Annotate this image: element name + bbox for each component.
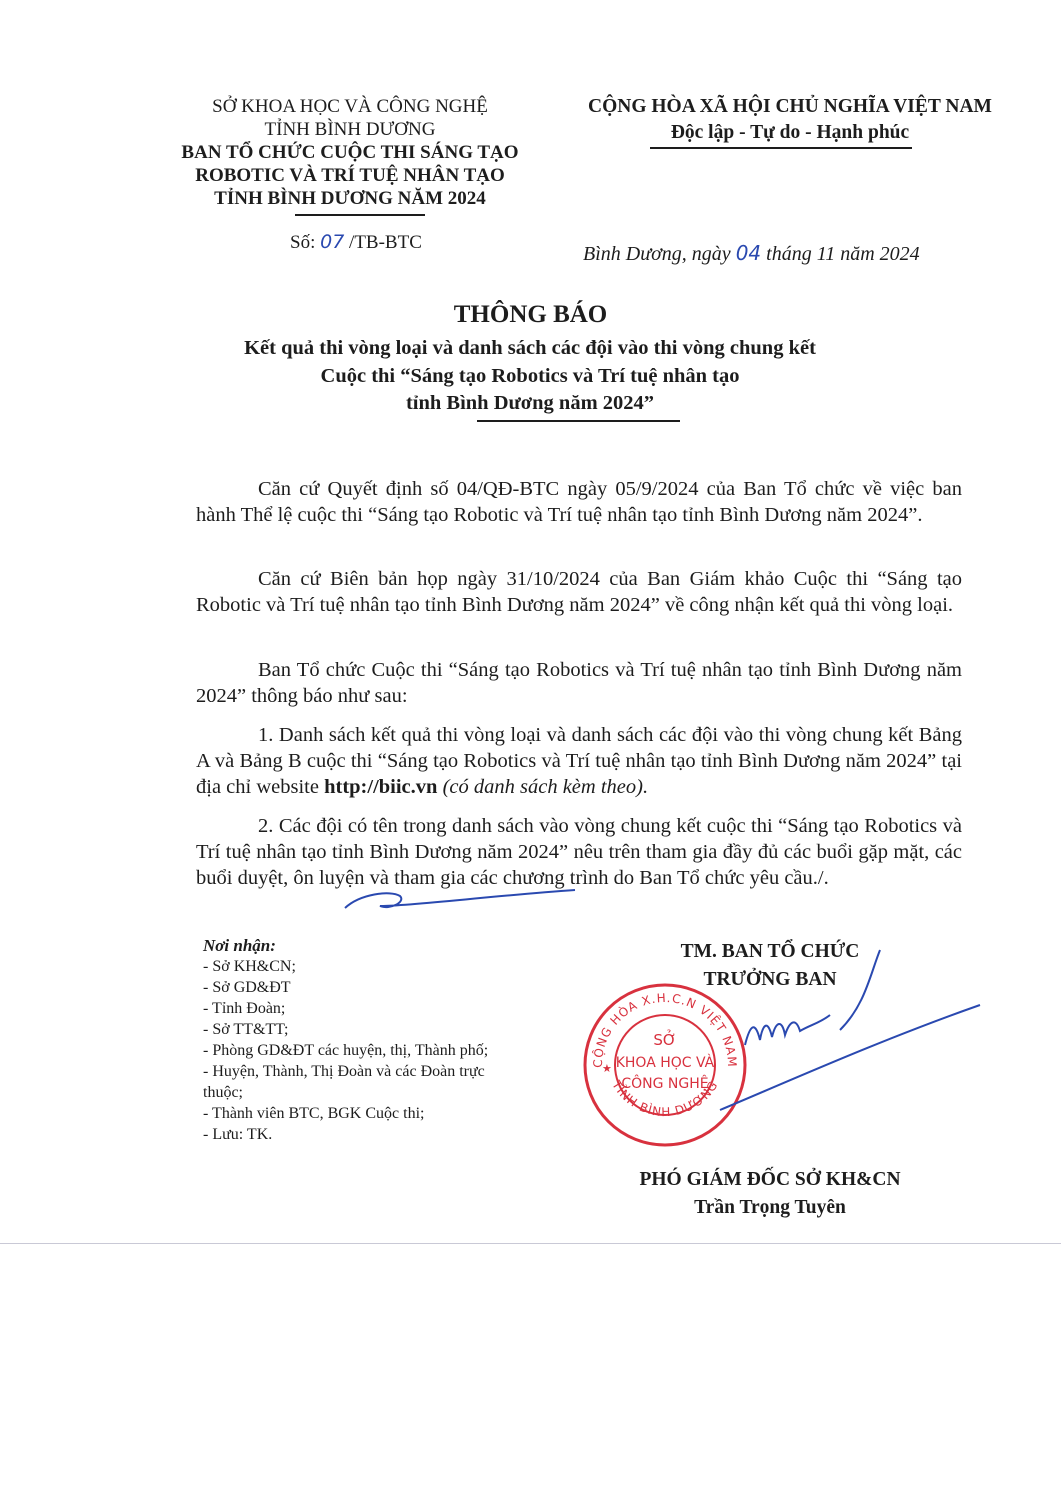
- seal-ring-text: CỘNG HÒA X.H.C.N VIỆT NAM: [590, 990, 740, 1068]
- recipient-item: - Thành viên BTC, BGK Cuộc thi;: [203, 1105, 425, 1122]
- body-paragraph-5: 2. Các đội có tên trong danh sách vào vòng chung kết cuộc thi “Sáng tạo Robotics và Trí tuệ nhân tạo tỉnh Bình Dương năm 2024” nêu trên tham gia đầy đủ các buổi gặp mặt, các buổi duyệt, ôn luyện và tham gia các chương trình do Ban Tổ chức yêu cầu./.: [196, 815, 962, 889]
- page-edge-line: [0, 1243, 1061, 1244]
- national-motto-block: [575, 94, 1005, 146]
- document-number: [290, 231, 422, 254]
- handwritten-day: 04: [735, 241, 762, 265]
- handwritten-number: 07: [320, 231, 345, 253]
- agency-line-3: BAN TỔ CHỨC CUỘC THI SÁNG TẠO: [181, 142, 519, 163]
- agency-underline: [295, 214, 425, 216]
- document-title: THÔNG BÁO: [453, 301, 608, 328]
- issuing-agency-block: [160, 95, 540, 210]
- signature-line-2: TRƯỞNG BAN: [703, 969, 837, 990]
- handwritten-signature: [700, 945, 990, 1120]
- date-suffix: tháng 11 năm 2024: [766, 243, 920, 265]
- recipient-item: - Sở GD&ĐT: [203, 979, 291, 996]
- agency-line-5: TỈNH BÌNH DƯƠNG NĂM 2024: [214, 188, 486, 209]
- agency-line-2: TỈNH BÌNH DƯƠNG: [264, 119, 436, 140]
- national-motto: Độc lập - Tự do - Hạnh phúc: [670, 122, 910, 143]
- seal-center-1: SỞ: [653, 1031, 677, 1049]
- title-underline: [477, 420, 680, 422]
- seal-center-2: KHOA HỌC VÀ: [615, 1055, 715, 1071]
- body-paragraph-2: Căn cứ Biên bản họp ngày 31/10/2024 của Ban Giám khảo Cuộc thi “Sáng tạo Robotic và Trí tuệ nhân tạo tỉnh Bình Dương năm 2024” về công nhận kết quả thi vòng loại.: [196, 568, 962, 616]
- signatory-block: [600, 1166, 940, 1222]
- paragraph-4-text: 1. Danh sách kết quả thi vòng loại và danh sách các đội vào thi vòng chung kết Bảng A và Bảng B cuộc thi “Sáng tạo Robotics và Trí tuệ nhân tạo tỉnh Bình Dương năm 2024” tại địa chỉ website: [196, 724, 962, 798]
- recipients-block: [203, 935, 503, 1145]
- signatory-name: Trần Trọng Tuyên: [694, 1197, 846, 1218]
- body-paragraph-4: [196, 722, 962, 800]
- recipient-item: - Lưu: TK.: [203, 1126, 273, 1143]
- seal-bottom-text: TỈNH BÌNH DƯƠNG: [609, 1078, 721, 1120]
- subtitle-line-3: tỉnh Bình Dương năm 2024”: [405, 392, 655, 414]
- svg-text:★: ★: [602, 1062, 612, 1075]
- body-paragraph-1: Căn cứ Quyết định số 04/QĐ-BTC ngày 05/9/2024 của Ban Tổ chức về việc ban hành Thể lệ cuộc thi “Sáng tạo Robotic và Trí tuệ nhân tạo tỉnh Bình Dương năm 2024”.: [196, 478, 962, 526]
- subtitle-line-2: Cuộc thi “Sáng tạo Robotics và Trí tuệ nhân tạo: [320, 364, 740, 387]
- number-suffix: /TB-BTC: [349, 232, 422, 253]
- recipient-item: - Sở TT&TT;: [203, 1021, 289, 1038]
- subtitle-line-1: Kết quả thi vòng loại và danh sách các đội vào thi vòng chung kết: [244, 337, 816, 359]
- agency-line-1: SỞ KHOA HỌC VÀ CÔNG NGHỆ: [212, 96, 488, 117]
- number-prefix: Số:: [290, 232, 316, 253]
- national-name: CỘNG HÒA XÃ HỘI CHỦ NGHĨA VIỆT NAM: [588, 96, 992, 117]
- recipient-item: - Tỉnh Đoàn;: [203, 1000, 286, 1017]
- document-subtitle: [150, 335, 910, 418]
- document-date: [583, 241, 920, 266]
- date-prefix: Bình Dương, ngày: [583, 243, 731, 265]
- recipients-heading: Nơi nhận:: [203, 936, 276, 955]
- body-paragraph-3: Ban Tổ chức Cuộc thi “Sáng tạo Robotics và Trí tuệ nhân tạo tỉnh Bình Dương năm 2024” thông báo như sau:: [196, 659, 962, 707]
- recipient-item: - Huyện, Thành, Thị Đoàn và các Đoàn trực thuộc;: [203, 1063, 485, 1101]
- website-link[interactable]: http://biic.vn: [324, 776, 438, 798]
- agency-line-4: ROBOTIC VÀ TRÍ TUỆ NHÂN TẠO: [195, 165, 505, 186]
- handwritten-flourish: [340, 880, 580, 920]
- seal-center-3: CÔNG NGHỆ: [621, 1076, 709, 1092]
- signatory-position: PHÓ GIÁM ĐỐC SỞ KH&CN: [639, 1169, 901, 1190]
- attachment-note: (có danh sách kèm theo).: [442, 776, 649, 798]
- signature-line-1: TM. BAN TỔ CHỨC: [680, 941, 860, 962]
- motto-underline: [650, 147, 912, 149]
- recipient-item: - Sở KH&CN;: [203, 958, 296, 975]
- recipient-item: - Phòng GD&ĐT các huyện, thị, Thành phố;: [203, 1042, 489, 1059]
